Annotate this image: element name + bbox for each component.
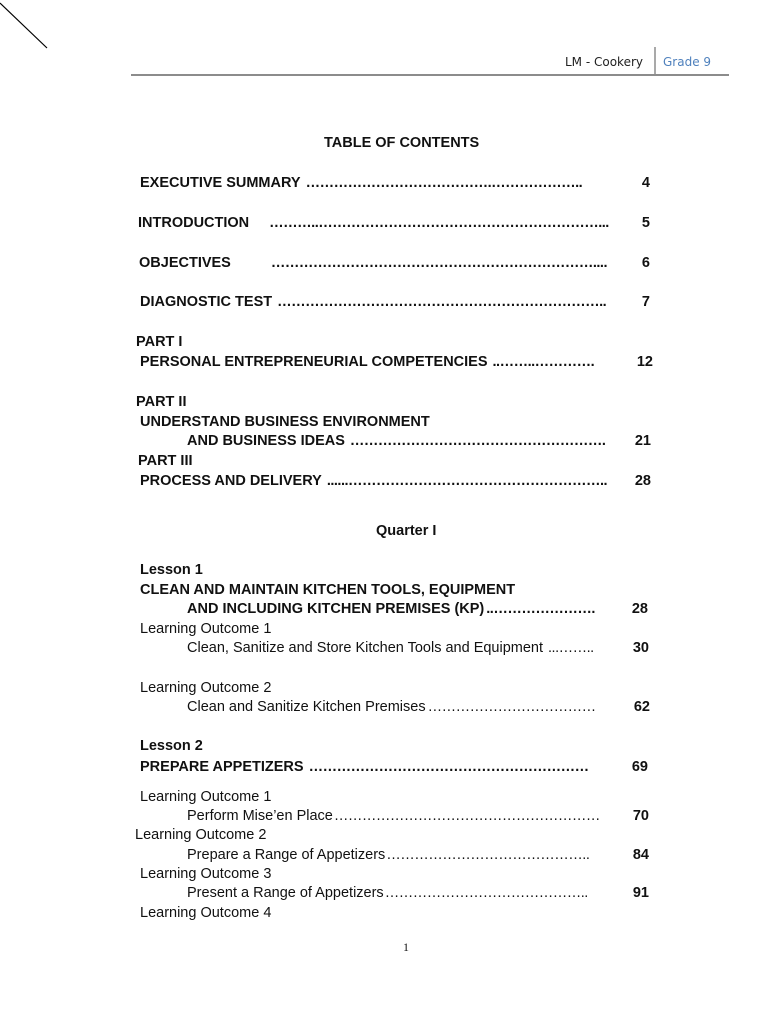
entry-label: PROCESS AND DELIVERY xyxy=(140,473,322,489)
page-ref: 69 xyxy=(631,759,648,775)
page-ref: 21 xyxy=(634,433,651,449)
part-2-title: UNDERSTAND BUSINESS ENVIRONMENT xyxy=(140,414,430,430)
dot-leader: …………………………………………………………….. xyxy=(277,294,607,310)
learning-outcome-label: Learning Outcome 3 xyxy=(140,866,272,882)
dot-leader: …………………………………………………… xyxy=(308,759,589,775)
toc-entry-diagnostic-test[interactable] xyxy=(140,293,650,311)
part-3-label: PART III xyxy=(138,453,193,469)
dot-leader: ………..……………………………………………………... xyxy=(269,215,609,231)
entry-label: PERSONAL ENTREPRENEURIAL COMPETENCIES xyxy=(140,354,488,370)
header-separator xyxy=(654,47,656,74)
quarter-heading: Quarter I xyxy=(376,523,437,539)
page-ref: 28 xyxy=(631,601,648,617)
entry-label: OBJECTIVES xyxy=(139,255,231,271)
toc-entry-lesson-1[interactable] xyxy=(187,600,648,618)
dot-leader: ………………………………………………. xyxy=(349,433,606,449)
entry-label: AND BUSINESS IDEAS xyxy=(187,433,345,449)
page-ref: 91 xyxy=(632,885,649,901)
lesson-1-title: CLEAN AND MAINTAIN KITCHEN TOOLS, EQUIPMENT xyxy=(140,582,516,598)
learning-outcome-label: Learning Outcome 2 xyxy=(135,827,267,843)
toc-entry-part-2[interactable] xyxy=(187,432,651,450)
page-ref: 6 xyxy=(641,255,650,271)
dot-leader: ......……………………………………………….. xyxy=(326,473,608,489)
toc-entry-lesson-1-outcome-1[interactable] xyxy=(187,639,649,657)
page-ref: 12 xyxy=(636,354,653,370)
page-ref: 62 xyxy=(633,699,650,715)
entry-label: AND INCLUDING KITCHEN PREMISES (KP) xyxy=(187,601,485,617)
lesson-1-label: Lesson 1 xyxy=(140,562,203,578)
entry-label: PREPARE APPETIZERS xyxy=(140,759,304,775)
dot-leader: …………………………………….. xyxy=(384,885,588,901)
toc-entry-lesson-2-outcome-3[interactable] xyxy=(187,884,649,902)
learning-outcome-label: Learning Outcome 4 xyxy=(140,905,272,921)
page-ref: 28 xyxy=(634,473,651,489)
entry-label: Prepare a Range of Appetizers xyxy=(187,847,386,863)
entry-label: Clean, Sanitize and Store Kitchen Tools and Equipment xyxy=(187,640,544,656)
entry-label: Present a Range of Appetizers xyxy=(187,885,384,901)
page-ref: 4 xyxy=(641,175,650,191)
toc-entry-lesson-1-outcome-2[interactable] xyxy=(187,698,650,716)
toc-entry-introduction[interactable] xyxy=(138,214,650,232)
toc-entry-lesson-2-outcome-2[interactable] xyxy=(187,846,649,864)
lesson-2-label: Lesson 2 xyxy=(140,738,203,754)
header-rule xyxy=(131,74,729,76)
entry-label: DIAGNOSTIC TEST xyxy=(140,294,273,310)
toc-entry-lesson-2-outcome-1[interactable] xyxy=(187,807,649,825)
dot-leader: ..…………………. xyxy=(486,601,595,617)
toc-heading: TABLE OF CONTENTS xyxy=(324,135,480,151)
entry-label: INTRODUCTION xyxy=(138,215,250,231)
entry-label: Clean and Sanitize Kitchen Premises xyxy=(187,699,426,715)
dot-leader: ..……..…………. xyxy=(492,354,595,370)
page-ref: 5 xyxy=(641,215,650,231)
dot-leader: ………………………………………………… xyxy=(333,808,600,824)
toc-entry-objectives[interactable] xyxy=(139,254,650,272)
grade-label: Grade 9 xyxy=(663,55,712,69)
document-title: LM - Cookery xyxy=(565,55,643,69)
page-ref: 30 xyxy=(632,640,649,656)
dot-leader: ………………………………….……………….. xyxy=(305,175,583,191)
toc-entry-part-1[interactable] xyxy=(140,353,653,371)
toc-entry-lesson-2[interactable] xyxy=(140,758,648,776)
part-1-label: PART I xyxy=(136,334,183,350)
page-ref: 84 xyxy=(632,847,649,863)
toc-entry-part-3[interactable] xyxy=(140,472,651,490)
page-ref: 70 xyxy=(632,808,649,824)
corner-crop-mark xyxy=(0,0,60,60)
entry-label: EXECUTIVE SUMMARY xyxy=(140,175,301,191)
dot-leader: …………………………………………………………….... xyxy=(270,255,607,271)
learning-outcome-label: Learning Outcome 1 xyxy=(140,789,272,805)
page-number: 1 xyxy=(403,940,409,954)
entry-label: Perform Mise’en Place xyxy=(187,808,333,824)
part-2-label: PART II xyxy=(136,394,187,410)
page-ref: 7 xyxy=(641,294,650,310)
dot-leader: ……………………………… xyxy=(427,699,596,715)
dot-leader: ...…….. xyxy=(548,640,594,656)
toc-entry-executive-summary[interactable] xyxy=(140,174,650,192)
dot-leader: …………………………………….. xyxy=(386,847,590,863)
learning-outcome-label: Learning Outcome 2 xyxy=(140,680,272,696)
learning-outcome-label: Learning Outcome 1 xyxy=(140,621,272,637)
